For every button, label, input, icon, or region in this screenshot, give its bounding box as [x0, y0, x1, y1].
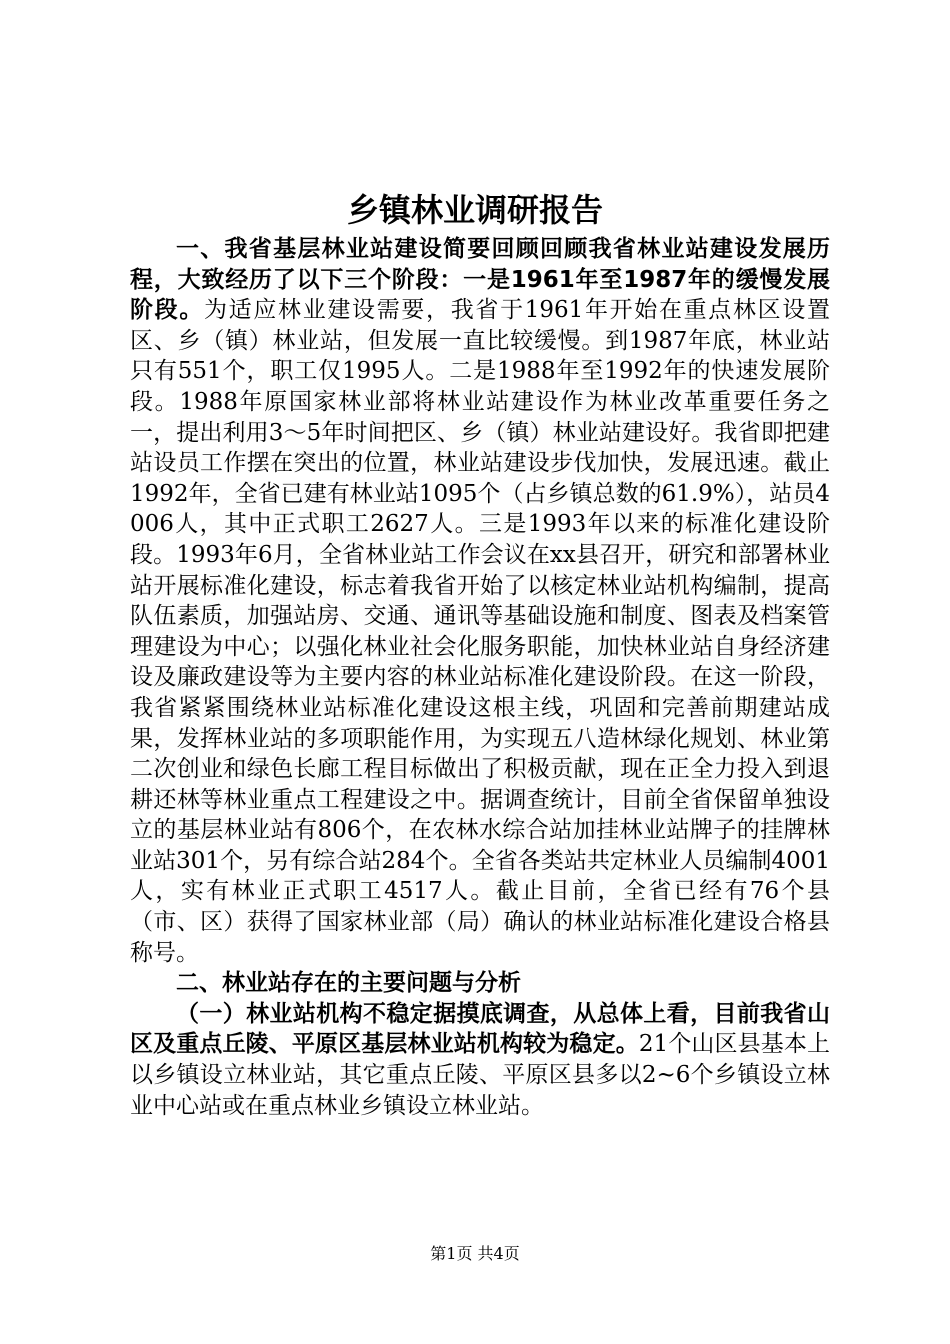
paragraph-1	[130, 234, 830, 968]
section-2-heading: 二、林业站存在的主要问题与分析	[176, 970, 521, 997]
paragraph-1-heading: 一、我省基层林业站建设简要回顾回顾我省林业站建设发展历程，大致经历了以下三个阶段：一是1961年至1987年的缓慢发展阶段。	[130, 236, 830, 324]
document-title: 乡镇林业调研报告	[346, 191, 603, 229]
paragraph-2	[130, 968, 830, 999]
paragraph-3-heading: （一）林业站机构不稳定据摸底调查，从总体上看，目前我省山区及重点丘陵、平原区基层林业站机构较为稳定。	[130, 1000, 830, 1058]
paragraph-1-text: 为适应林业建设需要，我省于1961年开始在重点林区设置区、乡（镇）林业站，但发展一直比较缓慢。到1987年底，林业站只有551个，职工仅1995人。二是1988年至1992年的快速发展阶段。1988年原国家林业部将林业站建设作为林业改革重要任务之一，提出利用3～5年时间把区、乡（镇）林业站建设好。我省即把建站设员工作摆在突出的位置，林业站建设步伐加快，发展迅速。截止1992年，全省已建有林业站1095个（占乡镇总数的61.9%），站员4006人，其中正式职工2627人。三是1993年以来的标准化建设阶段。1993年6月，全省林业站工作会议在xx县召开，研究和部署林业站开展标准化建设，标志着我省开始了以核定林业站机构编制，提高队伍素质，加强站房、交通、通讯等基础设施和制度、图表及档案管理建设为中心；以强化林业社会化服务职能，加快林业站自身经济建设及廉政建设等为主要内容的林业站标准化建设阶段。在这一阶段，我省紧紧围绕林业站标准化建设这根主线，巩固和完善前期建站成果，发挥林业站的多项职能作用，为实现五八造林绿化规划、林业第二次创业和绿色长廊工程目标做出了积极贡献，现在正全力投入到退耕还林等林业重点工程建设之中。据调查统计，目前全省保留单独设立的基层林业站有806个，在农林水综合站加挂林业站牌子的挂牌林业站301个，另有综合站284个。全省各类站共定林业人员编制4001人，实有林业正式职工4517人。截止目前，全省已经有76个县（市、区）获得了国家林业部（局）确认的林业站标准化建设合格县称号。	[130, 297, 830, 966]
paragraph-3	[130, 999, 830, 1121]
paragraph-3-text: 21个山区县基本上以乡镇设立林业站，其它重点丘陵、平原区县多以2~6个乡镇设立林业中心站或在重点林业乡镇设立林业站。	[130, 1031, 830, 1119]
page-footer: 第1页 共4页	[430, 1244, 520, 1263]
document-body	[130, 234, 830, 1121]
